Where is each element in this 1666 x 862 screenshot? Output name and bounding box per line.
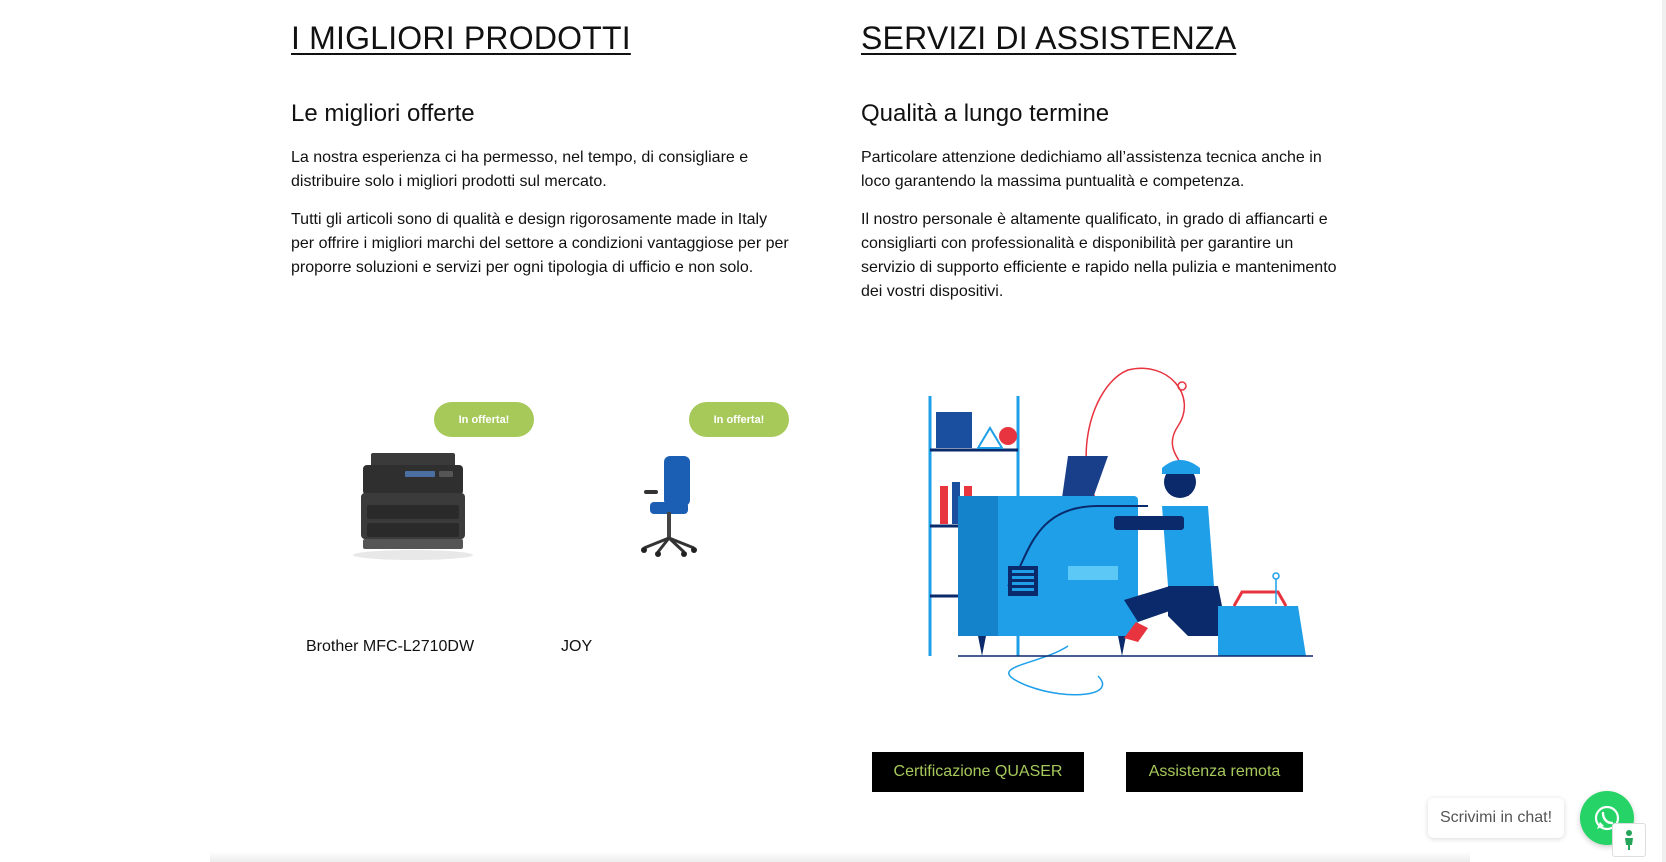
product-name-joy[interactable]: JOY [561, 638, 593, 655]
sale-badge: In offerta! [434, 402, 534, 437]
footer-edge [210, 852, 1470, 862]
technician-illustration [918, 366, 1318, 716]
products-section-title[interactable]: I MIGLIORI PRODOTTI [291, 20, 631, 56]
services-subtitle: Qualità a lungo termine [861, 100, 1110, 127]
product-name-brother[interactable]: Brother MFC-L2710DW [306, 638, 475, 655]
services-paragraph-2: Il nostro personale è altamente qualificato, in grado di affiancarti e consigliarti con professionalità e disponibilità per garantire un servizio di supporto efficiente e rapido nella pulizia e mantenimento dei vostri dispositivi. [861, 211, 1337, 300]
products-subtitle: Le migliori offerte [291, 100, 475, 127]
services-paragraph-1: Particolare attenzione dedichiamo all’assistenza tecnica anche in loco garantendo la massima puntualità e competenza. [861, 149, 1322, 190]
services-section-title[interactable]: SERVIZI DI ASSISTENZA [861, 20, 1237, 56]
cookie-settings-icon[interactable] [1612, 823, 1646, 857]
certification-quaser-button[interactable]: Certificazione QUASER [872, 752, 1084, 792]
sale-badge: In offerta! [689, 402, 789, 437]
products-paragraph-1: La nostra esperienza ci ha permesso, nel tempo, di consigliare e distribuire solo i migliori prodotti sul mercato. [291, 149, 749, 190]
chat-label-bubble[interactable]: Scrivimi in chat! [1428, 798, 1564, 838]
page-scrollbar[interactable] [1662, 0, 1666, 862]
products-paragraph-2: Tutti gli articoli sono di qualità e design rigorosamente made in Italy per offrire i migliori marchi del settore a condizioni vantaggiose per per proporre soluzioni e servizi per ogni tipologia di ufficio e non solo. [291, 211, 789, 276]
remote-assistance-button[interactable]: Assistenza remota [1126, 752, 1303, 792]
